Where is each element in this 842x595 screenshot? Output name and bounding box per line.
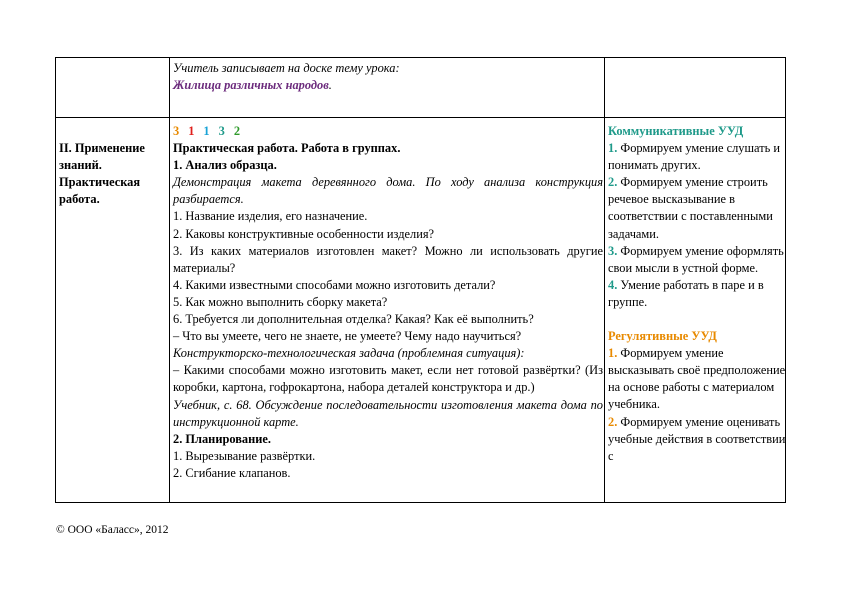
planning-step: 2. Сгибание клапанов.	[173, 465, 291, 480]
question: 6. Требуется ли дополнительная отделка? Какая? Как её выполнить?	[173, 312, 534, 327]
seq-number: 3	[218, 124, 225, 138]
stage-line: знаний.	[59, 158, 102, 173]
table-border-bottom	[55, 502, 786, 503]
content-cell	[173, 123, 603, 482]
column-divider-2	[604, 57, 605, 503]
planning-step: 1. Вырезывание развёртки.	[173, 448, 316, 463]
uud-item-number: 4.	[608, 277, 618, 292]
stage-line: Практическая	[59, 175, 141, 190]
uud-item	[608, 243, 786, 277]
demo-text: Демонстрация макета деревянного дома. По ходу анализа конструкция разбирается.	[173, 175, 603, 207]
question: 5. Как можно выполнить сборку макета?	[173, 294, 388, 309]
uud-item-text: Формируем умение высказывать своё предположение на основе работы с материалом учебника.	[608, 346, 786, 412]
uud-item-text: Формируем умение оценивать учебные действия в соответствии с	[608, 414, 786, 463]
column-divider-1	[169, 57, 170, 503]
stage-line: II. Применение	[59, 141, 145, 155]
table-border-left	[55, 57, 56, 503]
uud-item	[608, 345, 786, 413]
copyright-footer: © ООО «Баласс», 2012	[56, 524, 169, 536]
lesson-topic-text: Жилища различных народов	[173, 78, 329, 93]
uud-item-text: Формируем умение строить речевое высказывание в соответствии с поставленными задачами.	[608, 175, 773, 241]
seq-number: 3	[173, 124, 180, 138]
analysis-heading: 1. Анализ образца.	[173, 158, 277, 173]
uud-item-number: 1.	[608, 141, 618, 156]
uud-item	[608, 277, 786, 311]
seq-number: 1	[203, 124, 210, 138]
task-text: – Какими способами можно изготовить макет, если нет готовой развёртки? (Из коробки, картона, гофрокартона, набора деталей конструктора и др.)	[173, 363, 603, 395]
uud-item-number: 2.	[608, 414, 618, 429]
question: 4. Какими известными способами можно изготовить детали?	[173, 277, 496, 292]
uud-item-number: 3.	[608, 243, 618, 258]
section-title: Практическая работа. Работа в группах.	[173, 141, 401, 156]
question: 2. Каковы конструктивные особенности изделия?	[173, 226, 435, 241]
lesson-table	[55, 57, 786, 503]
seq-number: 2	[233, 124, 241, 138]
uud-item-number: 1.	[608, 346, 618, 361]
uud-item	[608, 414, 786, 465]
header-line: Учитель записывает на доске тему урока:	[173, 61, 400, 75]
color-number-sequence	[173, 123, 603, 140]
uud-item	[608, 174, 786, 242]
question: 1. Название изделия, его назначение.	[173, 209, 368, 224]
uud-cell	[608, 123, 786, 465]
header-cell	[173, 60, 603, 94]
stage-cell	[59, 140, 164, 208]
lesson-topic	[173, 77, 603, 94]
task-heading: Конструкторско-технологическая задача (проблемная ситуация):	[173, 346, 525, 361]
uud-item-number: 2.	[608, 175, 618, 190]
planning-heading: 2. Планирование.	[173, 431, 271, 446]
lesson-topic-end: .	[328, 78, 332, 93]
spacer	[608, 311, 786, 328]
question: 3. Из каких материалов изготовлен макет? Можно ли использовать другие материалы?	[173, 243, 603, 275]
table-border-top	[55, 57, 786, 58]
communicative-uud-heading: Коммуникативные УУД	[608, 124, 744, 138]
row-divider	[55, 117, 786, 118]
uud-item-text: Умение работать в паре и в группе.	[608, 277, 764, 309]
textbook-note: Учебник, с. 68. Обсуждение последовательности изготовления макета дома по инструкционной карте.	[173, 397, 603, 429]
uud-item-text: Формируем умение слушать и понимать других.	[608, 141, 780, 173]
seq-number: 1	[188, 124, 195, 138]
uud-item-text: Формируем умение оформлять свои мысли в устной форме.	[608, 243, 784, 275]
uud-item	[608, 140, 786, 174]
stage-line: работа.	[59, 192, 100, 207]
regulatory-uud-heading: Регулятивные УУД	[608, 329, 717, 344]
question: – Что вы умеете, чего не знаете, не умеете? Чему надо научиться?	[173, 329, 522, 344]
